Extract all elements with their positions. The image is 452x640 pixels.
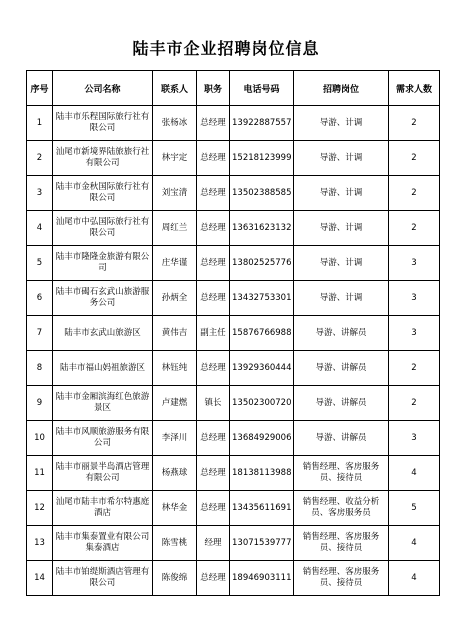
table-row	[27, 526, 440, 561]
cell-jobs: 销售经理、客房服务员、接待员	[294, 456, 389, 491]
table-row	[27, 211, 440, 246]
cell-phone: 13631623132	[230, 211, 294, 246]
cell-index: 7	[27, 316, 53, 351]
header-phone: 电话号码	[230, 71, 294, 106]
cell-index: 13	[27, 526, 53, 561]
cell-company: 陆丰市碣石玄武山旅游服务公司	[53, 281, 153, 316]
cell-index: 8	[27, 351, 53, 386]
cell-position: 总经理	[197, 491, 230, 526]
cell-phone: 13802525776	[230, 246, 294, 281]
cell-index: 3	[27, 176, 53, 211]
cell-index: 9	[27, 386, 53, 421]
cell-jobs: 导游、讲解员	[294, 316, 389, 351]
header-contact: 联系人	[153, 71, 197, 106]
table-row	[27, 491, 440, 526]
cell-jobs: 导游、计调	[294, 281, 389, 316]
cell-contact: 杨燕球	[153, 456, 197, 491]
cell-index: 12	[27, 491, 53, 526]
header-row	[27, 71, 440, 106]
header-jobs: 招聘岗位	[294, 71, 389, 106]
cell-position: 总经理	[197, 246, 230, 281]
cell-company: 陆丰市金厢滨海红色旅游景区	[53, 386, 153, 421]
cell-company: 汕尾市陆丰市希尔特惠庭酒店	[53, 491, 153, 526]
cell-jobs: 导游、讲解员	[294, 386, 389, 421]
cell-contact: 黄伟吉	[153, 316, 197, 351]
cell-phone: 13502388585	[230, 176, 294, 211]
cell-contact: 陈俊绵	[153, 561, 197, 596]
cell-contact: 孙炳全	[153, 281, 197, 316]
cell-contact: 林钰纯	[153, 351, 197, 386]
cell-count: 3	[389, 281, 440, 316]
cell-jobs: 导游、计调	[294, 211, 389, 246]
table-row	[27, 106, 440, 141]
cell-phone: 18138113988	[230, 456, 294, 491]
cell-phone: 15876766988	[230, 316, 294, 351]
cell-phone: 13929360444	[230, 351, 294, 386]
recruitment-table	[26, 70, 440, 596]
header-index: 序号	[27, 71, 53, 106]
cell-contact: 李泽川	[153, 421, 197, 456]
cell-index: 11	[27, 456, 53, 491]
cell-phone: 13432753301	[230, 281, 294, 316]
cell-count: 4	[389, 526, 440, 561]
cell-count: 3	[389, 316, 440, 351]
cell-position: 总经理	[197, 141, 230, 176]
cell-phone: 13071539777	[230, 526, 294, 561]
cell-index: 14	[27, 561, 53, 596]
cell-contact: 庄华谨	[153, 246, 197, 281]
header-count: 需求人数	[389, 71, 440, 106]
table-row	[27, 561, 440, 596]
cell-index: 10	[27, 421, 53, 456]
cell-count: 2	[389, 176, 440, 211]
cell-phone: 13922887557	[230, 106, 294, 141]
page-title: 陆丰市企业招聘岗位信息	[132, 39, 320, 58]
cell-position: 副主任	[197, 316, 230, 351]
cell-jobs: 销售经理、收益分析员、客房服务员	[294, 491, 389, 526]
cell-count: 2	[389, 106, 440, 141]
cell-jobs: 导游、计调	[294, 246, 389, 281]
table-row	[27, 176, 440, 211]
cell-jobs: 导游、计调	[294, 106, 389, 141]
cell-phone: 13502300720	[230, 386, 294, 421]
cell-position: 总经理	[197, 421, 230, 456]
table-row	[27, 456, 440, 491]
cell-company: 陆丰市玄武山旅游区	[53, 316, 153, 351]
cell-jobs: 导游、计调	[294, 176, 389, 211]
cell-phone: 18946903111	[230, 561, 294, 596]
cell-company: 陆丰市金秋国际旅行社有限公司	[53, 176, 153, 211]
cell-count: 2	[389, 211, 440, 246]
cell-position: 镇长	[197, 386, 230, 421]
table-row	[27, 281, 440, 316]
cell-company: 陆丰市丽景半岛酒店管理有限公司	[53, 456, 153, 491]
cell-index: 6	[27, 281, 53, 316]
cell-position: 总经理	[197, 456, 230, 491]
table-row	[27, 386, 440, 421]
cell-phone: 15218123999	[230, 141, 294, 176]
cell-count: 2	[389, 386, 440, 421]
cell-count: 4	[389, 456, 440, 491]
cell-company: 陆丰市隆隆金旅游有限公司	[53, 246, 153, 281]
cell-contact: 陈雪桃	[153, 526, 197, 561]
cell-index: 1	[27, 106, 53, 141]
cell-company: 陆丰市风顺旅游服务有限公司	[53, 421, 153, 456]
cell-index: 2	[27, 141, 53, 176]
cell-index: 4	[27, 211, 53, 246]
cell-company: 陆丰市福山妈祖旅游区	[53, 351, 153, 386]
table-row	[27, 351, 440, 386]
cell-contact: 卢建燃	[153, 386, 197, 421]
cell-contact: 林华金	[153, 491, 197, 526]
cell-position: 总经理	[197, 176, 230, 211]
table-body	[27, 106, 440, 596]
cell-index: 5	[27, 246, 53, 281]
cell-position: 经理	[197, 526, 230, 561]
cell-company: 陆丰市铂缇斯酒店管理有限公司	[53, 561, 153, 596]
cell-count: 4	[389, 561, 440, 596]
cell-count: 2	[389, 351, 440, 386]
table-row	[27, 141, 440, 176]
cell-count: 2	[389, 141, 440, 176]
cell-jobs: 销售经理、客房服务员、接待员	[294, 526, 389, 561]
cell-jobs: 导游、计调	[294, 141, 389, 176]
cell-position: 总经理	[197, 211, 230, 246]
cell-count: 5	[389, 491, 440, 526]
cell-count: 3	[389, 421, 440, 456]
cell-company: 陆丰市乐程国际旅行社有限公司	[53, 106, 153, 141]
table-row	[27, 421, 440, 456]
header-company: 公司名称	[53, 71, 153, 106]
cell-contact: 周红兰	[153, 211, 197, 246]
cell-jobs: 销售经理、客房服务员、接待员	[294, 561, 389, 596]
cell-phone: 13684929006	[230, 421, 294, 456]
cell-contact: 张杨冰	[153, 106, 197, 141]
table-row	[27, 316, 440, 351]
cell-position: 总经理	[197, 106, 230, 141]
cell-phone: 13435611691	[230, 491, 294, 526]
cell-jobs: 导游、讲解员	[294, 421, 389, 456]
cell-contact: 刘宝清	[153, 176, 197, 211]
header-position: 职务	[197, 71, 230, 106]
cell-position: 总经理	[197, 561, 230, 596]
cell-position: 总经理	[197, 351, 230, 386]
cell-company: 汕尾市新境界陆旅旅行社有限公司	[53, 141, 153, 176]
cell-count: 3	[389, 246, 440, 281]
cell-jobs: 导游、讲解员	[294, 351, 389, 386]
table-row	[27, 246, 440, 281]
cell-company: 汕尾市中弘国际旅行社有限公司	[53, 211, 153, 246]
cell-company: 陆丰市集泰置业有限公司集泰酒店	[53, 526, 153, 561]
cell-contact: 林宇定	[153, 141, 197, 176]
cell-position: 总经理	[197, 281, 230, 316]
